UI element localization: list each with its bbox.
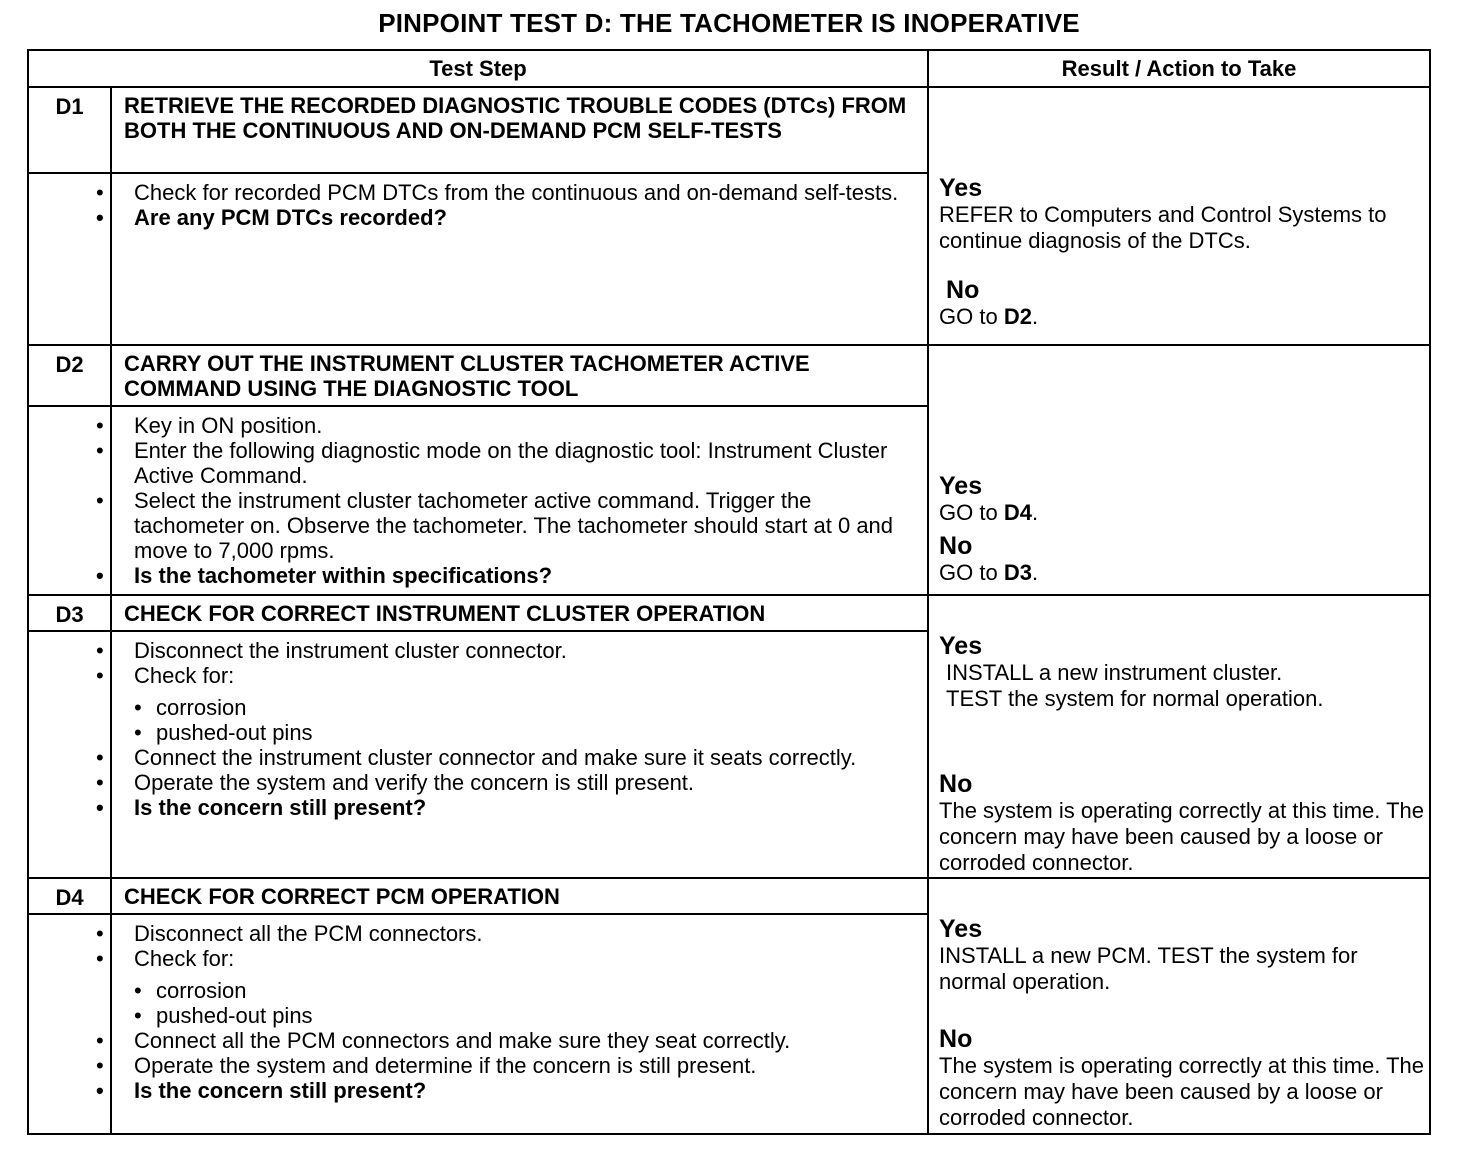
step-d1-result (928, 87, 1430, 345)
header-row (28, 50, 1430, 87)
yes-action-1: INSTALL a new instrument cluster. (946, 660, 1283, 685)
step-bullet: • Enter the following diagnostic mode on the diagnostic tool: Instrument Cluster Active Command. (2, 438, 917, 488)
step-question: • Is the concern still present? (2, 1078, 917, 1103)
no-action: GO to D2. (939, 304, 1039, 329)
step-heading: CHECK FOR CORRECT PCM OPERATION (111, 878, 928, 914)
step-d4-result (928, 878, 1430, 1134)
yes-label: Yes (939, 915, 983, 943)
step-bullet: • Connect the instrument cluster connector and make sure it seats correctly. (2, 745, 917, 770)
no-label: No (939, 770, 973, 798)
step-body (111, 406, 928, 595)
step-id: D1 (28, 87, 111, 173)
step-d2-heading-row (28, 345, 1430, 406)
sub-bullet: • pushed-out pins (134, 720, 917, 745)
step-id: D4 (28, 878, 111, 914)
header-result: Result / Action to Take (928, 50, 1430, 87)
page-title: PINPOINT TEST D: THE TACHOMETER IS INOPERATIVE (378, 8, 1080, 38)
step-bullet: • Check for: • corrosion • pushed-out pins (2, 663, 917, 745)
yes-label: Yes (939, 632, 983, 660)
pinpoint-test-table (27, 49, 1431, 1135)
yes-action: GO to D4. (939, 500, 1039, 525)
step-d2-result (928, 345, 1430, 595)
step-question: • Is the concern still present? (2, 795, 917, 820)
step-body (111, 914, 928, 1134)
step-heading: CHECK FOR CORRECT INSTRUMENT CLUSTER OPERATION (111, 595, 928, 631)
step-d3-result (928, 595, 1430, 878)
step-bullet: • Check for: • corrosion • pushed-out pins (2, 946, 917, 1028)
yes-label: Yes (939, 174, 983, 202)
step-bullet: • Operate the system and verify the concern is still present. (2, 770, 917, 795)
step-id: D3 (28, 595, 111, 631)
sub-bullet: • pushed-out pins (134, 1003, 917, 1028)
header-test-step: Test Step (28, 50, 928, 87)
step-d4-heading-row (28, 878, 1430, 914)
step-heading: RETRIEVE THE RECORDED DIAGNOSTIC TROUBLE CODES (DTCs) FROM BOTH THE CONTINUOUS AND ON-DEMAND PCM SELF-TESTS (111, 87, 928, 173)
sub-bullet: • corrosion (134, 978, 917, 1003)
step-bullet: • Check for recorded PCM DTCs from the continuous and on-demand self-tests. (2, 180, 917, 205)
step-question: • Is the tachometer within specifications? (2, 563, 917, 588)
step-question: • Are any PCM DTCs recorded? (2, 205, 917, 230)
step-id: D2 (28, 345, 111, 406)
yes-action-2: TEST the system for normal operation. (946, 686, 1324, 711)
step-body (111, 173, 928, 345)
step-heading: CARRY OUT THE INSTRUMENT CLUSTER TACHOMETER ACTIVE COMMAND USING THE DIAGNOSTIC TOOL (111, 345, 928, 406)
step-bullet: • Select the instrument cluster tachometer active command. Trigger the tachometer on. Observe the tachometer. The tachometer should start at 0 and move to 7,000 rpms. (2, 488, 917, 563)
step-bullet: • Disconnect all the PCM connectors. (2, 921, 917, 946)
no-action: The system is operating correctly at this time. The concern may have been caused by a loose or corroded connector. (939, 1053, 1425, 1130)
sub-bullet: • corrosion (134, 695, 917, 720)
step-body (111, 631, 928, 878)
step-bullet: • Connect all the PCM connectors and make sure they seat correctly. (2, 1028, 917, 1053)
step-d3-heading-row (28, 595, 1430, 631)
yes-action: REFER to Computers and Control Systems to continue diagnosis of the DTCs. (939, 202, 1387, 253)
no-label: No (939, 532, 973, 560)
no-action: The system is operating correctly at this time. The concern may have been caused by a loose or corroded connector. (939, 798, 1425, 875)
no-action: GO to D3. (939, 560, 1039, 585)
step-d1-heading-row (28, 87, 1430, 173)
step-bullet: • Operate the system and determine if the concern is still present. (2, 1053, 917, 1078)
step-bullet: • Disconnect the instrument cluster connector. (2, 638, 917, 663)
yes-label: Yes (939, 472, 983, 500)
step-bullet: • Key in ON position. (2, 413, 917, 438)
yes-action: INSTALL a new PCM. TEST the system for normal operation. (939, 943, 1358, 994)
no-label: No (946, 276, 980, 304)
no-label: No (939, 1025, 973, 1053)
